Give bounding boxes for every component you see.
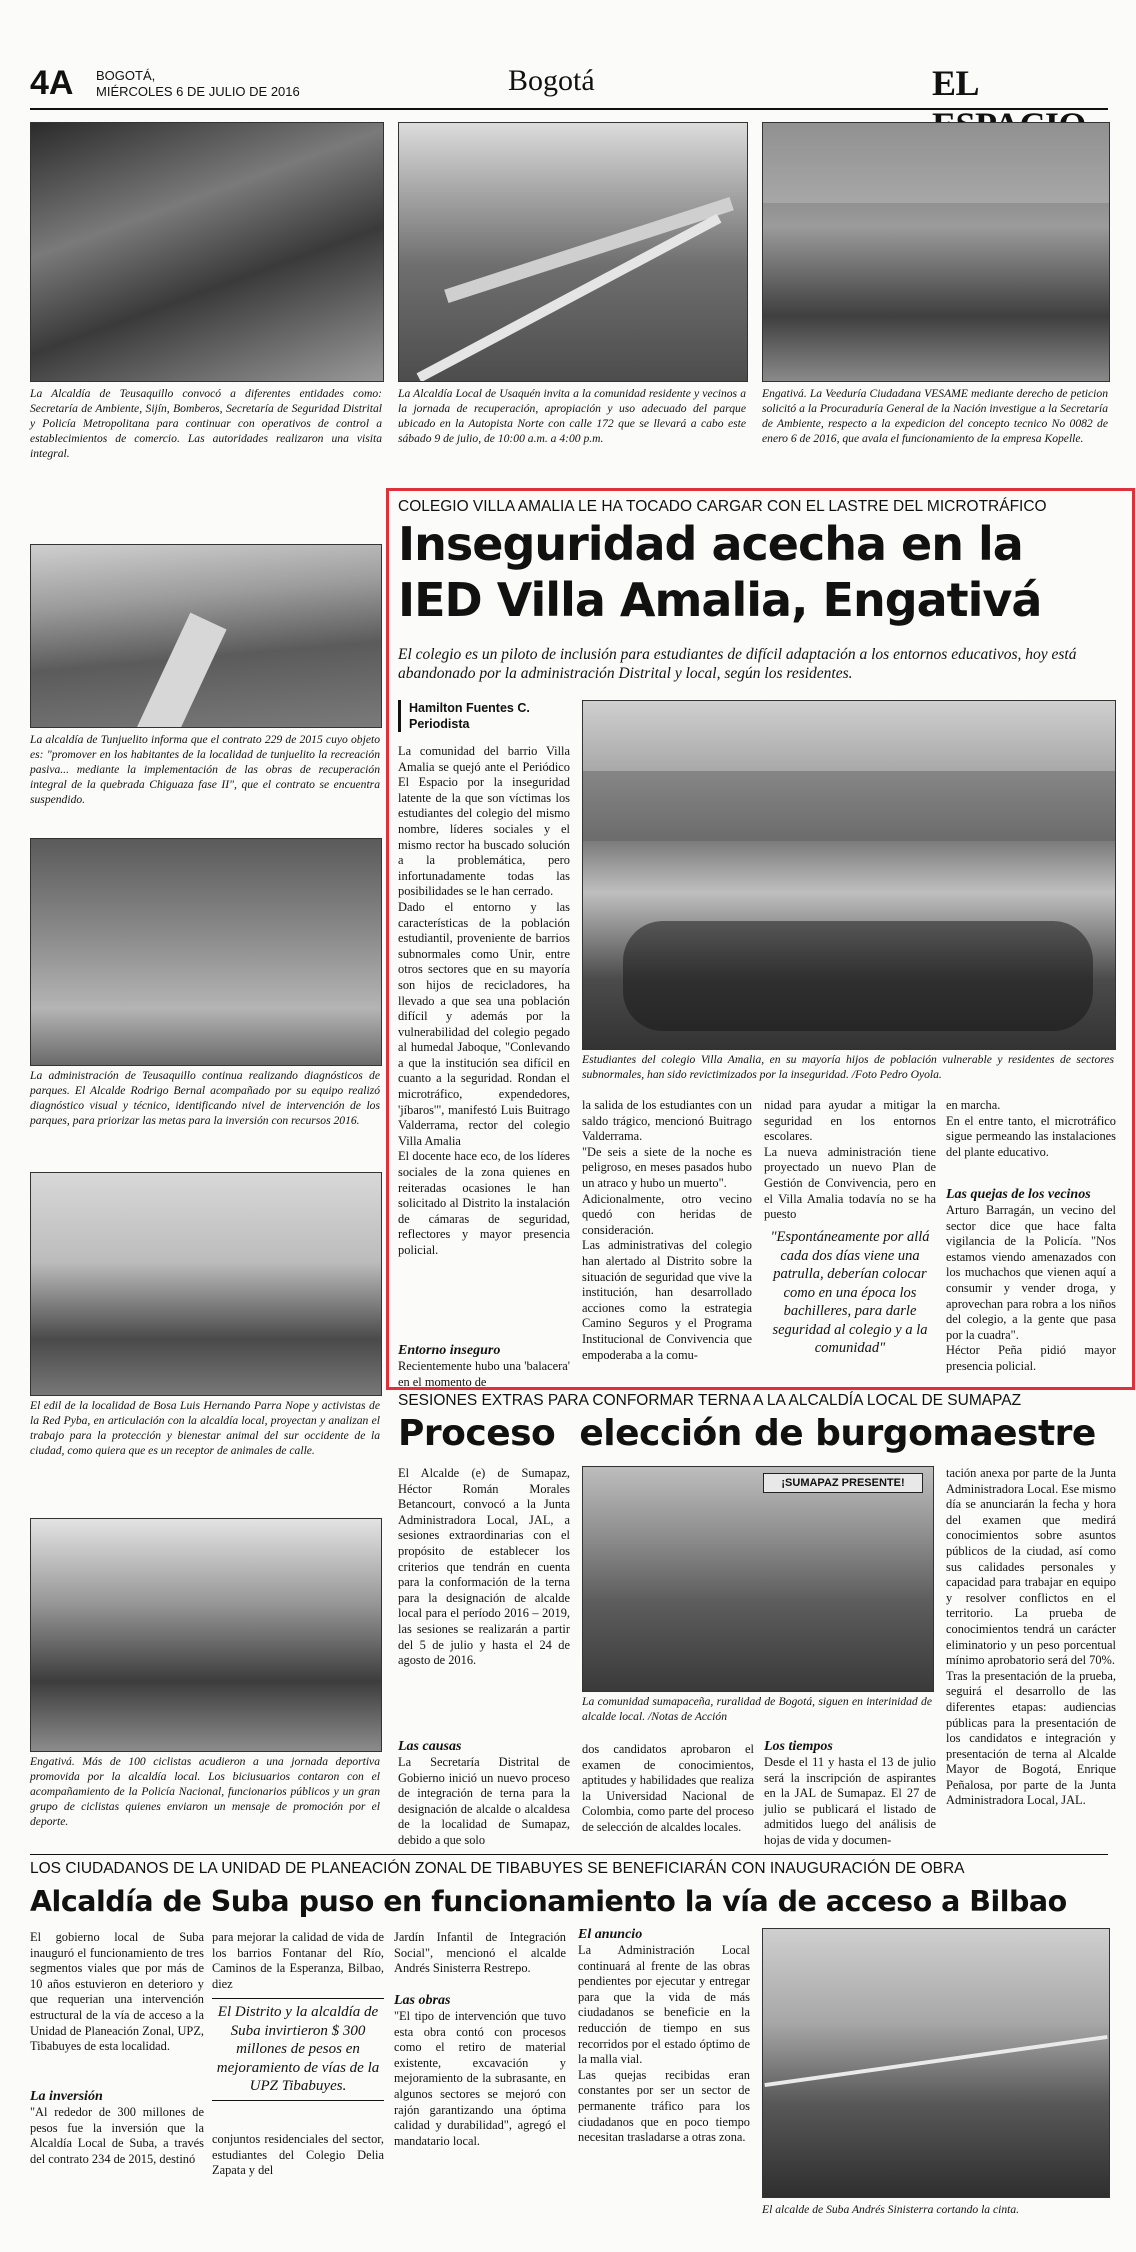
- article1-headline-1: Inseguridad acecha en la: [398, 517, 1023, 571]
- article1-col1-lower: [398, 1342, 570, 1390]
- article3-col2: para mejorar la calidad de vida de los barrios Fontanar del Río, Caminos de la Esperanza, Bilbao, diez: [212, 1930, 384, 1991]
- article3-rule: [30, 1854, 1108, 1855]
- subhead-entorno-inseguro: Entorno inseguro: [398, 1343, 501, 1358]
- article2-col3-text: Desde el 11 y hasta el 13 de julio será la inscripción de aspirantes en la JAL de Sumapaz. El 27 de julio se publicará el listado de admitidos luego del análisis de hojas de vida y documen-: [764, 1755, 936, 1847]
- article2-col3: [764, 1738, 936, 1849]
- photo-procuraduria: [762, 122, 1110, 382]
- article1-col4-lower: [946, 1186, 1116, 1375]
- caption-left-3: El edil de la localidad de Bosa Luis Hernando Parra Nope y activistas de la Red Pyba, en articulación con la alcaldía local, proyectan y analizan el trabajo para la protección y bienestar animal del sur occidente de la ciudad, como quiera que es un receptor de animales de calle.: [30, 1399, 380, 1457]
- article1-deck: El colegio es un piloto de inclusión para estudiantes de difícil adaptación a los entornos educativos, hoy está abandonado por la administración Distrital y local, según los residentes.: [398, 646, 1077, 682]
- article1-pull-quote: "Espontáneamente por allá cada dos días viene una patrulla, deberían colocar como en una época los bachilleres, para darle seguridad al colegio y a la comunidad": [770, 1229, 930, 1356]
- article3-col1b: "Al rededor de 300 millones de pesos fue la inversión que la Alcaldía Local de Suba, a través del contrato 234 de 2015, destinó: [30, 2105, 204, 2166]
- header-city: BOGOTÁ,: [96, 68, 156, 83]
- photo-villa-amalia-students: [582, 700, 1116, 1050]
- caption-left-1: La alcaldía de Tunjuelito informa que el contrato 229 de 2015 cuyo objeto es: "promover en los habitantes de la localidad de tunjuelito la recreación pasiva... mediante la implementación de las obras de recuperación integral de la quebrada Chiguaza fase II", que el contrato se encuentra suspendido.: [30, 733, 380, 806]
- article2-col2: dos candidatos aprobaron el examen de conocimientos, aptitudes y habilidades que realiza la Universidad Nacional de Colombia, como parte del proceso de selección de alcaldes locales.: [582, 1742, 754, 1834]
- article3-col1-lower: [30, 2088, 204, 2167]
- article2-col1-lower: [398, 1738, 570, 1849]
- article3-col4-text: La Administración Local continuará al frente de las obras pendientes por ejecutar y entregar para que la vida de más ciudadanos se beneficie en la reducción de tiempo en sus recorridos por el estado óptimo de la malla vial. Las quejas recibidas eran constantes por ser un sector de permanente tráfico para los ciudadanos que en poco tiempo necesitan trasladarse a otras zona.: [578, 1943, 750, 2145]
- photo-engativa-ciclistas: [30, 1518, 382, 1752]
- article3-col3: Jardín Infantil de Integración Social", mencionó el alcalde Andrés Sinisterra Restrepo.: [394, 1930, 566, 1976]
- caption-top-2: La Alcaldía Local de Usaquén invita a la comunidad residente y vecinos a la jornada de recuperación, apropiación y uso adecuado del parque ubicado en la Autopista Norte con calle 172 que se llevará a cabo este sábado 9 de julio, de 10:00 a.m. a 4:00 p.m.: [398, 387, 746, 445]
- caption-left-4: Engativá. Más de 100 ciclistas acudieron a una jornada deportiva promovida por la alcaldía local. Los biciusuarios contaron con el acompañamiento de la Policía Nacional, funcionarios públicos y un gran grupo de ciclistas quienes enviaron un mensaje de promoción por el deporte.: [30, 1755, 380, 1828]
- article1-byline: [398, 700, 568, 732]
- article3-col1: El gobierno local de Suba inauguró el funcionamiento de tres segmentos viales que por más de 10 años estuvieron en deterioro y que requerian una intervención estructural de la vía de acceso a la Unidad de Planeación Zonal, UPZ, Tibabuyes de esta localidad.: [30, 1930, 204, 2054]
- caption-suba: El alcalde de Suba Andrés Sinisterra cortando la cinta.: [762, 2203, 1020, 2216]
- caption-villa-amalia: Estudiantes del colegio Villa Amalia, en su mayoría hijos de población vulnerable y residentes de sectores subnormales, han sido revictimizados por la inseguridad. /Foto Pedro Oyola.: [582, 1053, 1114, 1081]
- photo-teusaquillo-operativo: [30, 122, 384, 382]
- caption-top-3: Engativá. La Veeduría Ciudadana VESAME mediante derecho de peticion solicitó a la Procuraduría General de la Nación investigue a la Secretaría de Ambiente, respecto a la expedicion del concepto tecnico No 0082 de enero 6 de 2016, que avala el funcionamiento de la empresa Kopelle.: [762, 387, 1108, 445]
- page-number: 4A: [30, 64, 74, 102]
- article2-col1: El Alcalde (e) de Sumapaz, Héctor Román Morales Betancourt, convocó a la Junta Administradora Local, JAL, a sesiones extraordinarias con el propósito de establecer los criterios que tendrán en cuenta para la conformación de la terna para la designación de alcalde local para el período 2016 – 2019, las sesiones se realizarán a partir del 5 de julio y hasta el 24 de agosto de 2016.: [398, 1466, 570, 1668]
- photo-teusaquillo-parques: [30, 838, 382, 1066]
- section-title: Bogotá: [508, 64, 595, 97]
- page-header: [30, 62, 1108, 110]
- article1-headline-2: IED Villa Amalia, Engativá: [398, 573, 1042, 627]
- article1-col3: nidad para ayudar a mitigar la seguridad en los entornos escolares. La nueva administración tiene proyectado un nuevo Plan de Gestión de Convivencia, pero en el Villa Amalia todavía no se ha puesto: [764, 1098, 936, 1222]
- article1-col1b: Recientemente hubo una 'balacera' en el momento de: [398, 1359, 570, 1389]
- header-date: MIÉRCOLES 6 DE JULIO DE 2016: [96, 84, 300, 99]
- article3-col2b: conjuntos residenciales del sector, estudiantes del Colegio Delia Zapata y del: [212, 2132, 384, 2178]
- article1-col4: en marcha. En el entre tanto, el microtráfico sigue permeando las instalaciones del plante educativo.: [946, 1098, 1116, 1159]
- article3-col3b: "El tipo de intervención que tuvo esta obra contó con procesos como el retiro de material existente, excavación y mejoramiento de la subrasante, en algunos sectores se mejoró con rajón garantizando una óptima calidad y durabilidad", agregó el mandatario local.: [394, 2009, 566, 2148]
- article2-col1b: La Secretaría Distrital de Gobierno inició un nuevo proceso de integración de terna para la designación de alcalde o alcaldesa de la localidad de Sumapaz, debido a que solo: [398, 1755, 570, 1847]
- article2-headline: Proceso elección de burgomaestre: [398, 1413, 1096, 1454]
- masthead: EL: [932, 63, 978, 103]
- photo-tunjuelito-quebrada: [30, 544, 382, 728]
- photo-bosa-red-pyba: [30, 1172, 382, 1396]
- article1-col4b: Arturo Barragán, un vecino del sector dice que hace falta vigilancia de la Policía. "Nos estamos viendo amenazados con los muchachos que vienen aquí a consumir y vender droga, y aprovechan para robra a los niños del colegio, a la gente que pasa por la cuadra". Héctor Peña pidió mayor presencia policial.: [946, 1203, 1116, 1373]
- subhead-el-anuncio: El anuncio: [578, 1927, 643, 1942]
- caption-top-1: La Alcaldía de Teusaquillo convocó a diferentes entidades como: Secretaría de Ambiente, Sijín, Bomberos, Secretaría de Seguridad Distrital y Policía Metropolitana para continuar con operativos de control a establecimientos de comercio. Las autoridades realizaron una visita integral.: [30, 387, 382, 460]
- byline-role: Periodista: [409, 717, 470, 731]
- article1-kicker: COLEGIO VILLA AMALIA LE HA TOCADO CARGAR CON EL LASTRE DEL MICROTRÁFICO: [398, 498, 1047, 515]
- article1-col2: la salida de los estudiantes con un saldo trágico, mencionó Buitrago Valderrama. "De seis a siete de la noche es peligroso, en meses pasados hubo un atraco y hubo un muerto". Adicionalmente, otro vecino quedó con heridas de consideración. Las administrativas del colegio han alertado al Distrito sobre la situación de seguridad que vive la institución, han desarrollado acciones como la estrategia Camino Seguros y el Programa Institucional de Convivencia que empoderaba a la comu-: [582, 1098, 752, 1362]
- article3-col3-lower: [394, 1992, 566, 2149]
- photo-usaquen-autopista: [398, 122, 748, 382]
- photo-sumapaz-community: [582, 1466, 934, 1692]
- subhead-los-tiempos: Los tiempos: [764, 1739, 833, 1754]
- article3-kicker: LOS CIUDADANOS DE LA UNIDAD DE PLANEACIÓN ZONAL DE TIBABUYES SE BENEFICIARÁN CON INAUGURACIÓN DE OBRA: [30, 1860, 965, 1877]
- article2-col4: tación anexa por parte de la Junta Administradora Local. Ese mismo día se anunciarán la fecha y hora del examen que medirá conocimientos sobre asuntos públicos de la ciudad, así como sus calidades personales y capacidad para trabajar en equipo y resolver conflictos en el territorio. La prueba de conocimientos tendrá un carácter eliminatorio y un peso porcentual mínimo aprobatorio será del 70%. Tras la presentación de la prueba, seguirá el desarrollo de las diferentes etapas: audiencias públicas para la presentación de los candidatos e integración y presentación de terna al Alcalde Mayor de Bogotá, Enrique Peñalosa, por parte de la Junta Administradora Local, JAL.: [946, 1466, 1116, 1808]
- header-rule: [30, 108, 1108, 110]
- subhead-las-causas: Las causas: [398, 1739, 462, 1754]
- photo-suba-ribbon-cutting: [762, 1928, 1110, 2198]
- article2-kicker: SESIONES EXTRAS PARA CONFORMAR TERNA A LA ALCALDÍA LOCAL DE SUMAPAZ: [398, 1392, 1022, 1409]
- subhead-quejas-vecinos: Las quejas de los vecinos: [946, 1187, 1091, 1202]
- article3-col4: [578, 1926, 750, 2146]
- caption-sumapaz: La comunidad sumapaceña, ruralidad de Bogotá, siguen en interinidad de alcalde local. /Notas de Acción: [582, 1695, 932, 1723]
- sumapaz-banner: ¡SUMAPAZ PRESENTE!: [763, 1473, 923, 1493]
- article1-col1: La comunidad del barrio Villa Amalia se quejó ante el Periódico El Espacio por la inseguridad latente de la que son víctimas los estudiantes del colegio del mismo nombre, líderes sociales y el mismo rector ha buscado solución a la problemática, pero infortunadamente todas las posibilidades se le han cerrado. Dado el entorno y las características de la población estudiantil, proveniente de barrios subnormales como Unir, entre otros sectores que en su mayoría son hijos de recicladores, ha llevado a que sea una población difícil y además por la vulnerabilidad del colegio pegado al humedal Jaboque, "Conlevando a que la institución sea difícil en cuanto a la seguridad. Rondan el microtráfico, expendedores, 'jíbaros'", manifestó Luis Buitrago Valderrama, rector del colegio Villa Amalia El docente hace eco, de los líderes sociales de la zona quienes en reiteradas ocasiones le han solicitado al Distrito la instalación de cámaras de seguridad, reflectores y mayor presencia policial.: [398, 744, 570, 1257]
- article3-pull-quote: El Distrito y la alcaldía de Suba invirtieron $ 300 millones de pesos en mejoramiento de vías de la UPZ Tibabuyes.: [212, 1998, 384, 2101]
- caption-left-2: La administración de Teusaquillo continua realizando diagnósticos de parques. El Alcalde Rodrigo Bernal acompañado por su equipo realizó diagnóstico visual y técnico, identificando nivel de intervención de los parques, para priorizar las metas para la inversión con recursos 2016.: [30, 1069, 380, 1127]
- byline-name: Hamilton Fuentes C.: [409, 701, 530, 715]
- subhead-las-obras: Las obras: [394, 1993, 451, 2008]
- article3-headline: Alcaldía de Suba puso en funcionamiento la vía de acceso a Bilbao: [30, 1885, 1067, 1918]
- subhead-la-inversion: La inversión: [30, 2089, 103, 2104]
